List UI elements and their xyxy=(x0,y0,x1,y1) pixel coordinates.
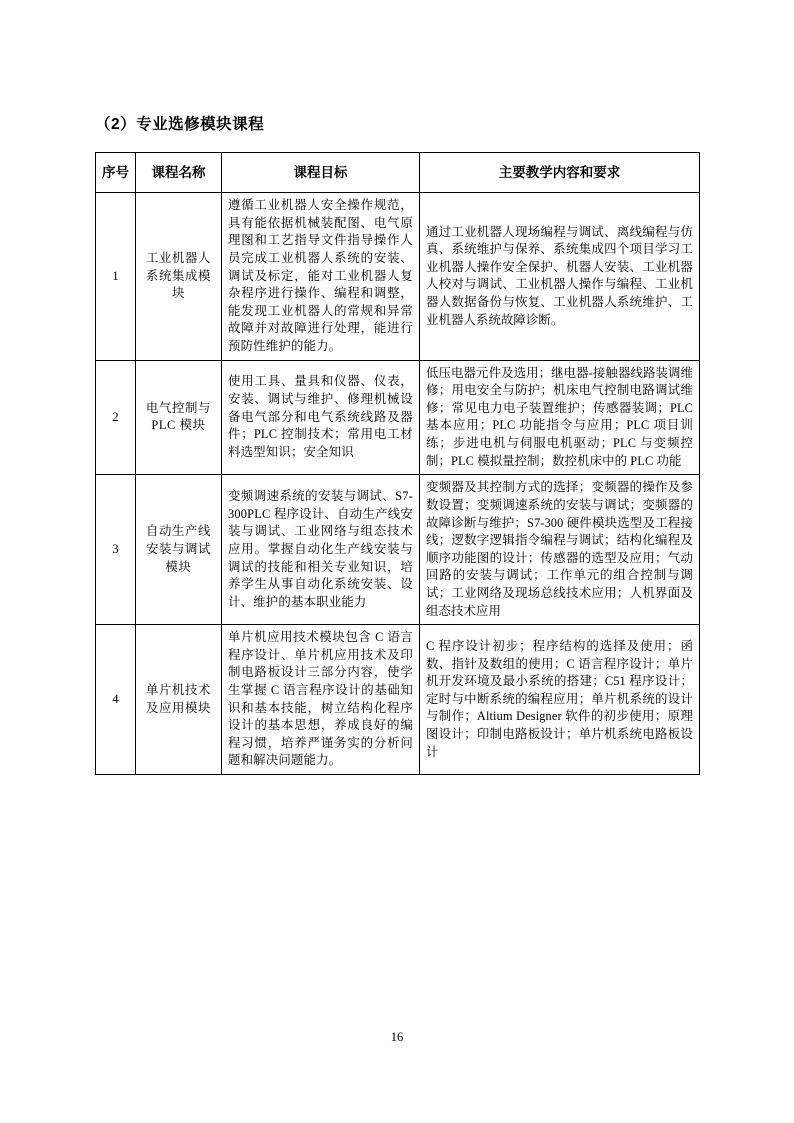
cell-course-content: C 程序设计初步；程序结构的选择及使用；函数、指针及数组的使用；C 语言程序设计；单片机开发环境及最小系统的搭建；C51 程序设计；定时与中断系统的编程应用；单片机系统的设计与制作；Altium Designer 软件的初步使用；原理图设计；印制电路板设计；单片机系统电路板设计 xyxy=(420,625,700,775)
cell-course-name: 自动生产线安装与调试模块 xyxy=(136,475,222,625)
table-row xyxy=(96,360,700,475)
table-row xyxy=(96,625,700,775)
cell-course-content: 变频器及其控制方式的选择；变频器的操作及参数设置；变频调速系统的安装与调试；变频器的故障诊断与维护；S7-300 硬件模块选型及工程接线；逻数字逻辑指令编程与调试；结构化编程及顺序功能图的设计；传感器的选型及应用；气动回路的安装与调试；工作单元的组合控制与调试；工业网络及现场总线技术应用；人机界面及组态技术应用 xyxy=(420,475,700,625)
column-header-content: 主要教学内容和要求 xyxy=(420,153,700,193)
elective-course-table xyxy=(95,152,700,775)
column-header-no: 序号 xyxy=(96,153,136,193)
cell-course-name: 工业机器人系统集成模块 xyxy=(136,193,222,360)
cell-course-content: 低压电器元件及选用；继电器-接触器线路装调维修；用电安全与防护；机床电气控制电路调试维修；常见电力电子装置维护；传感器装调；PLC 基本应用；PLC 功能指令与应用；PLC 项目训练；步进电机与伺服电机驱动；PLC 与变频控制；PLC 模拟量控制；数控机床中的 PLC 功能 xyxy=(420,360,700,475)
cell-course-goal: 变频调速系统的安装与调试、S7-300PLC 程序设计、自动生产线安装与调试、工业网络与组态技术应用。掌握自动化生产线安装与调试的技能和相关专业知识，培养学生从事自动化系统安装、设计、维护的基本职业能力 xyxy=(222,475,420,625)
cell-course-goal: 遵循工业机器人安全操作规范，具有能依据机械装配图、电气原理图和工艺指导文件指导操作人员完成工业机器人系统的安装、调试及标定，能对工业机器人复杂程序进行操作、编程和调整，能发现工业机器人的常规和异常故障并对故障进行处理，能进行预防性维护的能力。 xyxy=(222,193,420,360)
table-row xyxy=(96,475,700,625)
table-row xyxy=(96,193,700,360)
page-title: （2）专业选修模块课程 xyxy=(95,116,265,133)
cell-no: 4 xyxy=(96,625,136,775)
cell-no: 2 xyxy=(96,360,136,475)
cell-course-goal: 单片机应用技术模块包含 C 语言程序设计、单片机应用技术及印制电路板设计三部分内容，使学生掌握 C 语言程序设计的基础知识和基本技能，树立结构化程序设计的基本思想，养成良好的编程习惯，培养严谨务实的分析问题和解决问题能力。 xyxy=(222,625,420,775)
cell-course-content: 通过工业机器人现场编程与调试、离线编程与仿真、系统维护与保养、系统集成四个项目学习工业机器人操作安全保护、机器人安装、工业机器人校对与调试、工业机器人操作与编程、工业机器人数据备份与恢复、工业机器人系统维护、工业机器人系统故障诊断。 xyxy=(420,193,700,360)
cell-course-name: 电气控制与 PLC 模块 xyxy=(136,360,222,475)
table-header-row xyxy=(96,153,700,193)
page-number: 16 xyxy=(390,1030,404,1044)
column-header-goal: 课程目标 xyxy=(222,153,420,193)
cell-no: 3 xyxy=(96,475,136,625)
cell-course-goal: 使用工具、量具和仪器、仪表，安装、调试与维护、修理机械设备电气部分和电气系统线路及器件；PLC 控制技术；常用电工材料选型知识；安全知识 xyxy=(222,360,420,475)
cell-course-name: 单片机技术及应用模块 xyxy=(136,625,222,775)
cell-no: 1 xyxy=(96,193,136,360)
column-header-name: 课程名称 xyxy=(136,153,222,193)
